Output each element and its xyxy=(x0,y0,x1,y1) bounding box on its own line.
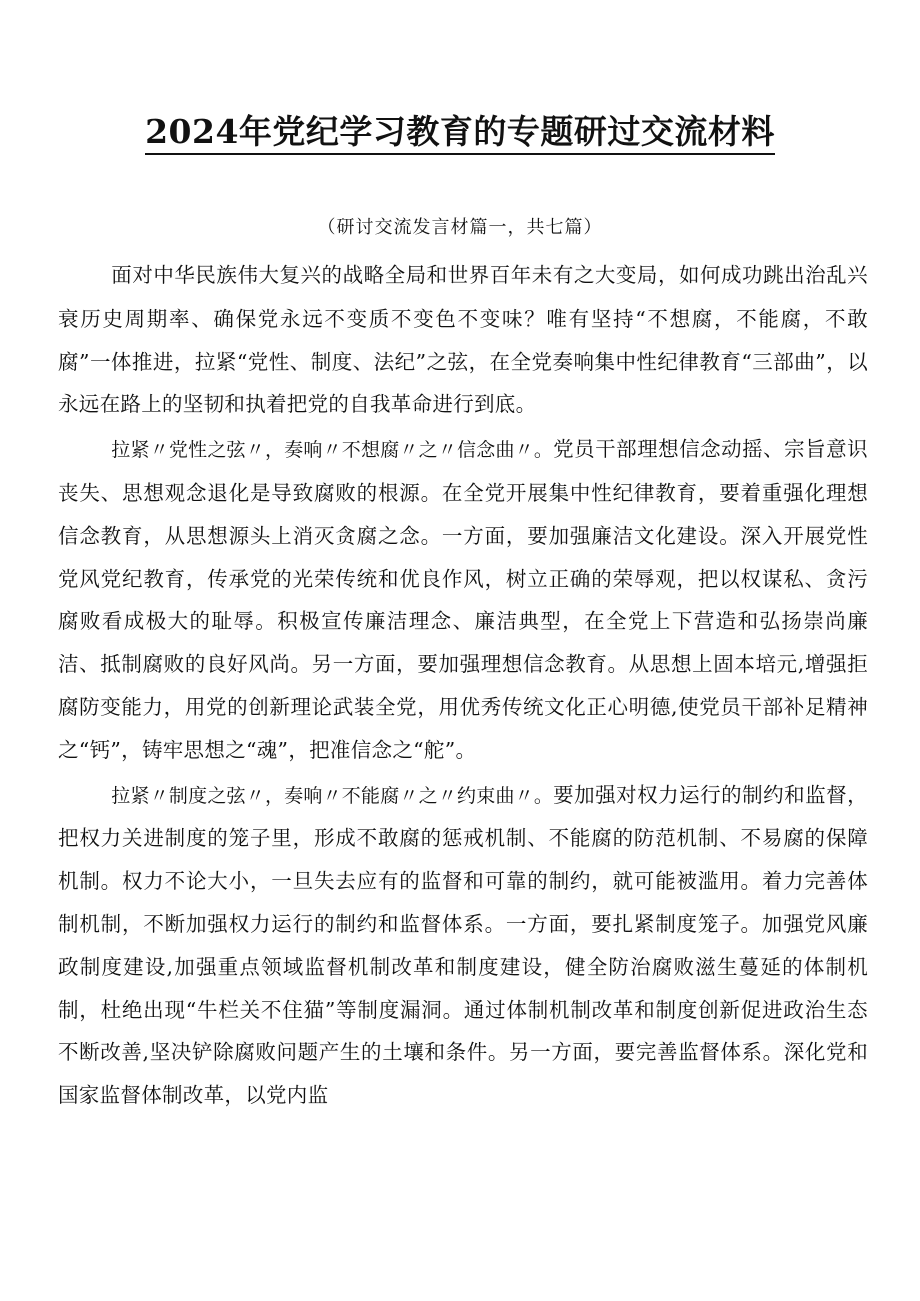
paragraph-text: 面对中华民族伟大复兴的战略全局和世界百年未有之大变局，如何成功跳出治乱兴衰历史周期率、确保党永远不变质不变色不变味？唯有坚持“不想腐，不能腐，不敢腐”一体推进，拉紧“党性、制度、法纪”之弦，在全党奏响集中性纪律教育“三部曲”，以永远在路上的坚韧和执着把党的自我革命进行到底。 xyxy=(58,263,868,417)
document-subtitle: （研讨交流发言材篇一，共七篇） xyxy=(317,217,603,238)
paragraph-party-spirit xyxy=(58,428,868,771)
document-title-text: 2024年党纪学习教育的专题研过交流材料 xyxy=(145,112,775,155)
document-title xyxy=(60,112,860,152)
paragraph-intro xyxy=(58,254,868,426)
document-body xyxy=(58,254,868,1119)
paragraph-lead: 拉紧〃制度之弦〃，奏响〃不能腐〃之〃约束曲〃。 xyxy=(111,784,554,807)
paragraph-lead: 拉紧〃党性之弦〃，奏响〃不想腐〃之〃信念曲〃。 xyxy=(111,439,554,462)
paragraph-text: 要加强对权力运行的制约和监督，把权力关进制度的笼子里，形成不敢腐的惩戒机制、不能腐的防范机制、不易腐的保障机制。权力不论大小，一旦失去应有的监督和可靠的制约，就可能被滥用。着力完善体制机制，不断加强权力运行的制约和监督体系。一方面，要扎紧制度笼子。加强党风廉政制度建设,加强重点领域监督机制改革和制度建设，健全防治腐败滋生蔓延的体制机制，杜绝出现“牛栏关不住猫”等制度漏洞。通过体制机制改革和制度创新促进政治生态不断改善,坚决铲除腐败问题产生的土壤和条件。另一方面，要完善监督体系。深化党和国家监督体制改革，以党内监 xyxy=(58,782,868,1108)
paragraph-institution xyxy=(58,774,868,1117)
paragraph-text: 党员干部理想信念动摇、宗旨意识丧失、思想观念退化是导致腐败的根源。在全党开展集中性纪律教育，要着重强化理想信念教育，从思想源头上消灭贪腐之念。一方面，要加强廉洁文化建设。深入开展党性党风党纪教育，传承党的光荣传统和优良作风，树立正确的荣辱观，把以权谋私、贪污腐败看成极大的耻辱。积极宣传廉洁理念、廉洁典型，在全党上下营造和弘扬崇尚廉洁、抵制腐败的良好风尚。另一方面，要加强理想信念教育。从思想上固本培元,增强拒腐防变能力，用党的创新理论武装全党，用优秀传统文化正心明德,使党员干部补足精神之“钙”，铸牢思想之“魂”，把准信念之“舵”。 xyxy=(58,437,868,762)
